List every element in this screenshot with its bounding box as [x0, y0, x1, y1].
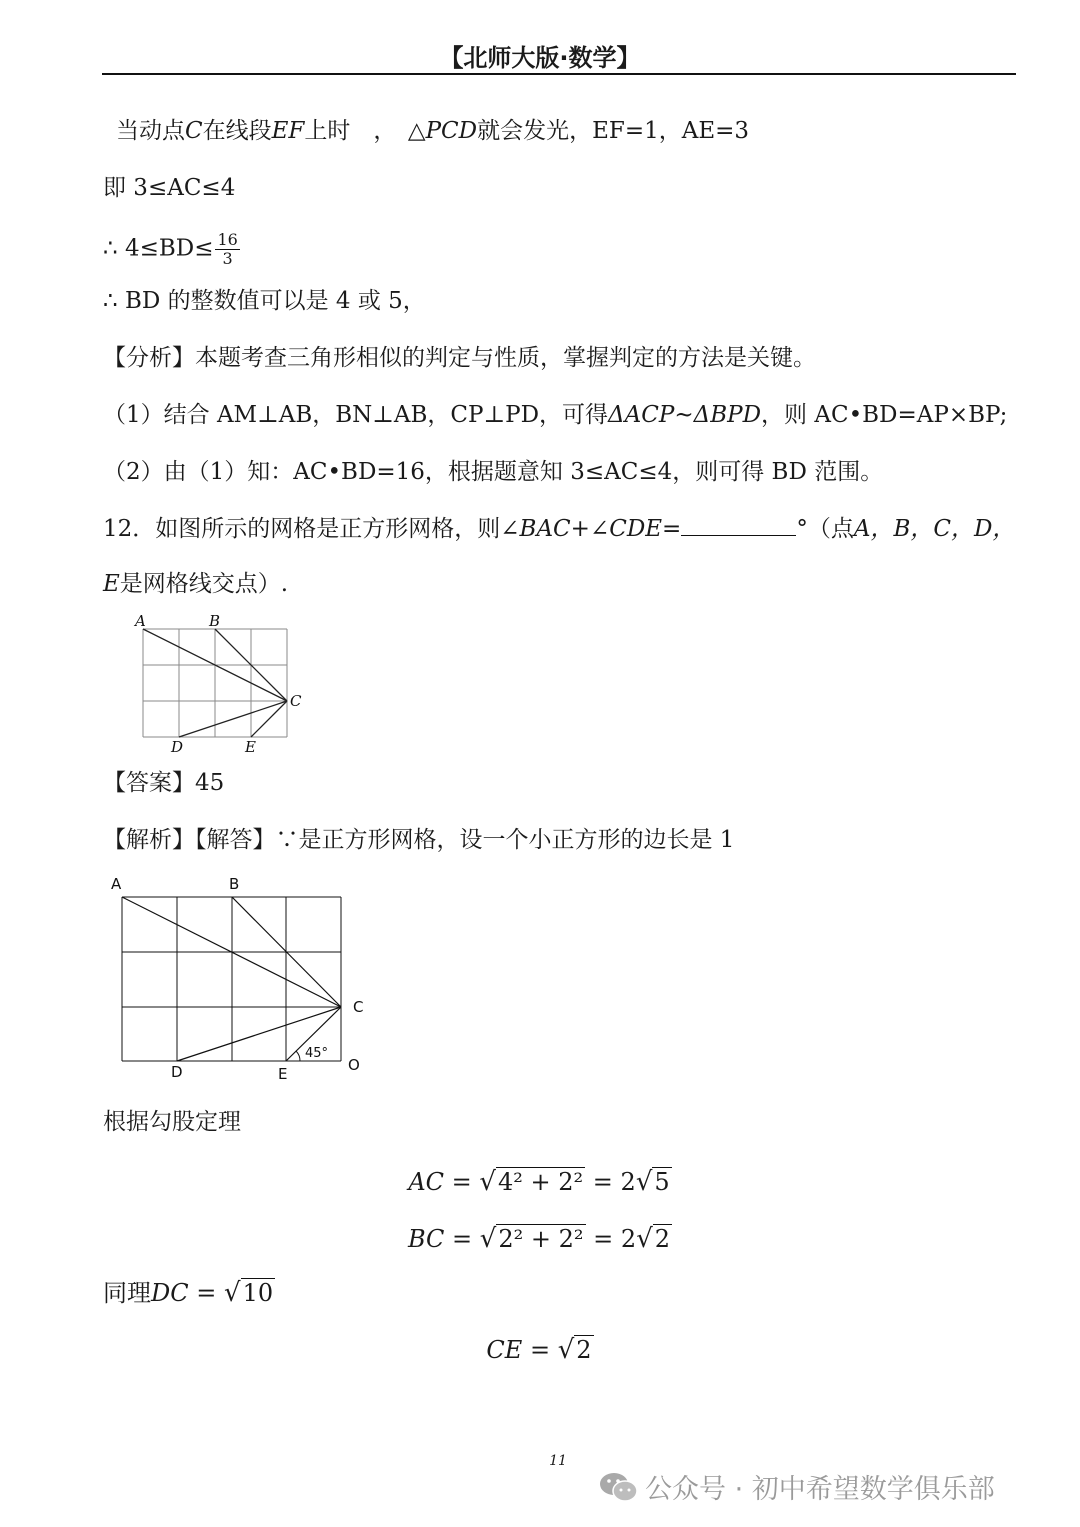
sqrt-symbol: √	[479, 1224, 497, 1254]
fig2-label-e: E	[278, 1065, 288, 1083]
fig2-label-o: O	[348, 1056, 360, 1074]
fig1-label-b: B	[209, 612, 221, 630]
watermark-text: 公众号 · 初中希望数学俱乐部	[645, 1474, 995, 1505]
header-rule	[102, 73, 1016, 75]
equation-ac	[0, 1166, 1080, 1198]
text-line-6	[103, 400, 1007, 430]
math-var: DC	[151, 1279, 189, 1307]
equals-sign: =	[451, 1168, 472, 1196]
equation-dc-line	[103, 1278, 275, 1308]
math-expression: ΔACP~ΔBPD	[608, 402, 762, 428]
fig2-label-b: B	[229, 875, 240, 893]
text-line-4: ∴ BD 的整数值可以是 4 或 5，	[103, 288, 426, 314]
sqrt-symbol: √	[557, 1335, 575, 1365]
fig1-label-a: A	[135, 612, 146, 630]
radicand: 10	[242, 1279, 274, 1307]
text-segment: °（点	[796, 516, 854, 542]
text-segment: +∠	[570, 516, 610, 542]
fig1-label-e: E	[245, 738, 256, 756]
text-line-7: （2）由（1）知：AC•BD=16，根据题意知 3≤AC≤4，则可得 BD 范围。	[103, 459, 884, 485]
text-segment: =	[662, 516, 682, 542]
text-segment: 同理	[103, 1279, 151, 1307]
solution-line: 【解析】【解答】∵是正方形网格，设一个小正方形的边长是 1	[103, 827, 735, 853]
text-segment: ∴ 4≤BD≤	[103, 235, 214, 262]
text-line-3	[103, 231, 240, 268]
text-segment: 就会发光，EF=1，AE=3	[477, 118, 750, 144]
analysis-heading-line: 【分析】本题考查三角形相似的判定与性质，掌握判定的方法是关键。	[103, 345, 816, 371]
text-segment: 是网格线交点）.	[119, 571, 289, 597]
math-var: PCD	[425, 118, 478, 144]
math-var: BC	[407, 1225, 445, 1253]
text-segment: 当动点	[116, 118, 185, 144]
math-var: AC	[408, 1168, 445, 1196]
radicand: 5	[654, 1168, 670, 1196]
math-var: CE	[486, 1336, 523, 1364]
sqrt-symbol: √	[636, 1224, 653, 1254]
math-text: = 2	[593, 1225, 637, 1253]
wechat-icon	[598, 1469, 640, 1505]
math-var: A，B，C，D，	[853, 516, 1016, 542]
angle-arc	[296, 1051, 300, 1061]
math-var: BAC	[519, 516, 571, 542]
text-line-1	[116, 116, 749, 146]
question-12-line	[103, 513, 1015, 544]
radicand: 2	[576, 1336, 592, 1364]
fraction-denominator: 3	[222, 249, 233, 268]
fig2-label-c: C	[353, 998, 364, 1016]
grid-figure-2	[105, 870, 375, 1085]
answer-line: 【答案】45	[103, 770, 225, 796]
text-segment: 上时 ， △	[304, 118, 426, 144]
equation-bc	[0, 1223, 1080, 1255]
text-segment: （1）结合 AM⊥AB，BN⊥AB，CP⊥PD，可得	[103, 402, 609, 428]
pythagoras-line: 根据勾股定理	[103, 1109, 241, 1135]
fraction	[215, 231, 239, 268]
text-line-2: 即 3≤AC≤4	[103, 175, 236, 201]
text-segment: 在线段	[202, 118, 272, 144]
radicand: 2	[654, 1225, 671, 1253]
fig2-label-d: D	[171, 1063, 183, 1081]
math-text: = 2	[592, 1168, 636, 1196]
page-number: 11	[549, 1453, 567, 1469]
sqrt-symbol: √	[224, 1278, 241, 1308]
fig2-angle-label: 45°	[305, 1046, 329, 1061]
equals-sign: =	[452, 1225, 473, 1253]
math-var: E	[103, 571, 120, 597]
radicand: 2² + 2²	[498, 1225, 584, 1253]
sqrt-symbol: √	[479, 1167, 496, 1197]
text-segment: 12．如图所示的网格是正方形网格，则∠	[103, 516, 520, 542]
equals-sign: =	[196, 1279, 217, 1307]
page-header-title: 【北师大版·数学】	[439, 44, 641, 72]
text-segment: ，则 AC•BD=AP×BP;	[761, 402, 1008, 428]
math-var: CDE	[609, 516, 663, 542]
grid-figure-1	[130, 610, 310, 760]
fraction-numerator: 16	[217, 230, 238, 249]
fig2-label-a: A	[111, 875, 122, 893]
question-12-line-2	[103, 569, 288, 599]
equation-ce	[0, 1334, 1080, 1366]
fig1-label-c: C	[290, 692, 302, 710]
math-var: EF	[271, 118, 305, 144]
sqrt-symbol: √	[635, 1167, 653, 1197]
answer-blank	[681, 513, 796, 536]
radicand: 4² + 2²	[498, 1168, 584, 1196]
math-var: C	[185, 118, 203, 144]
equals-sign: =	[529, 1336, 551, 1364]
fig1-label-d: D	[171, 738, 184, 756]
